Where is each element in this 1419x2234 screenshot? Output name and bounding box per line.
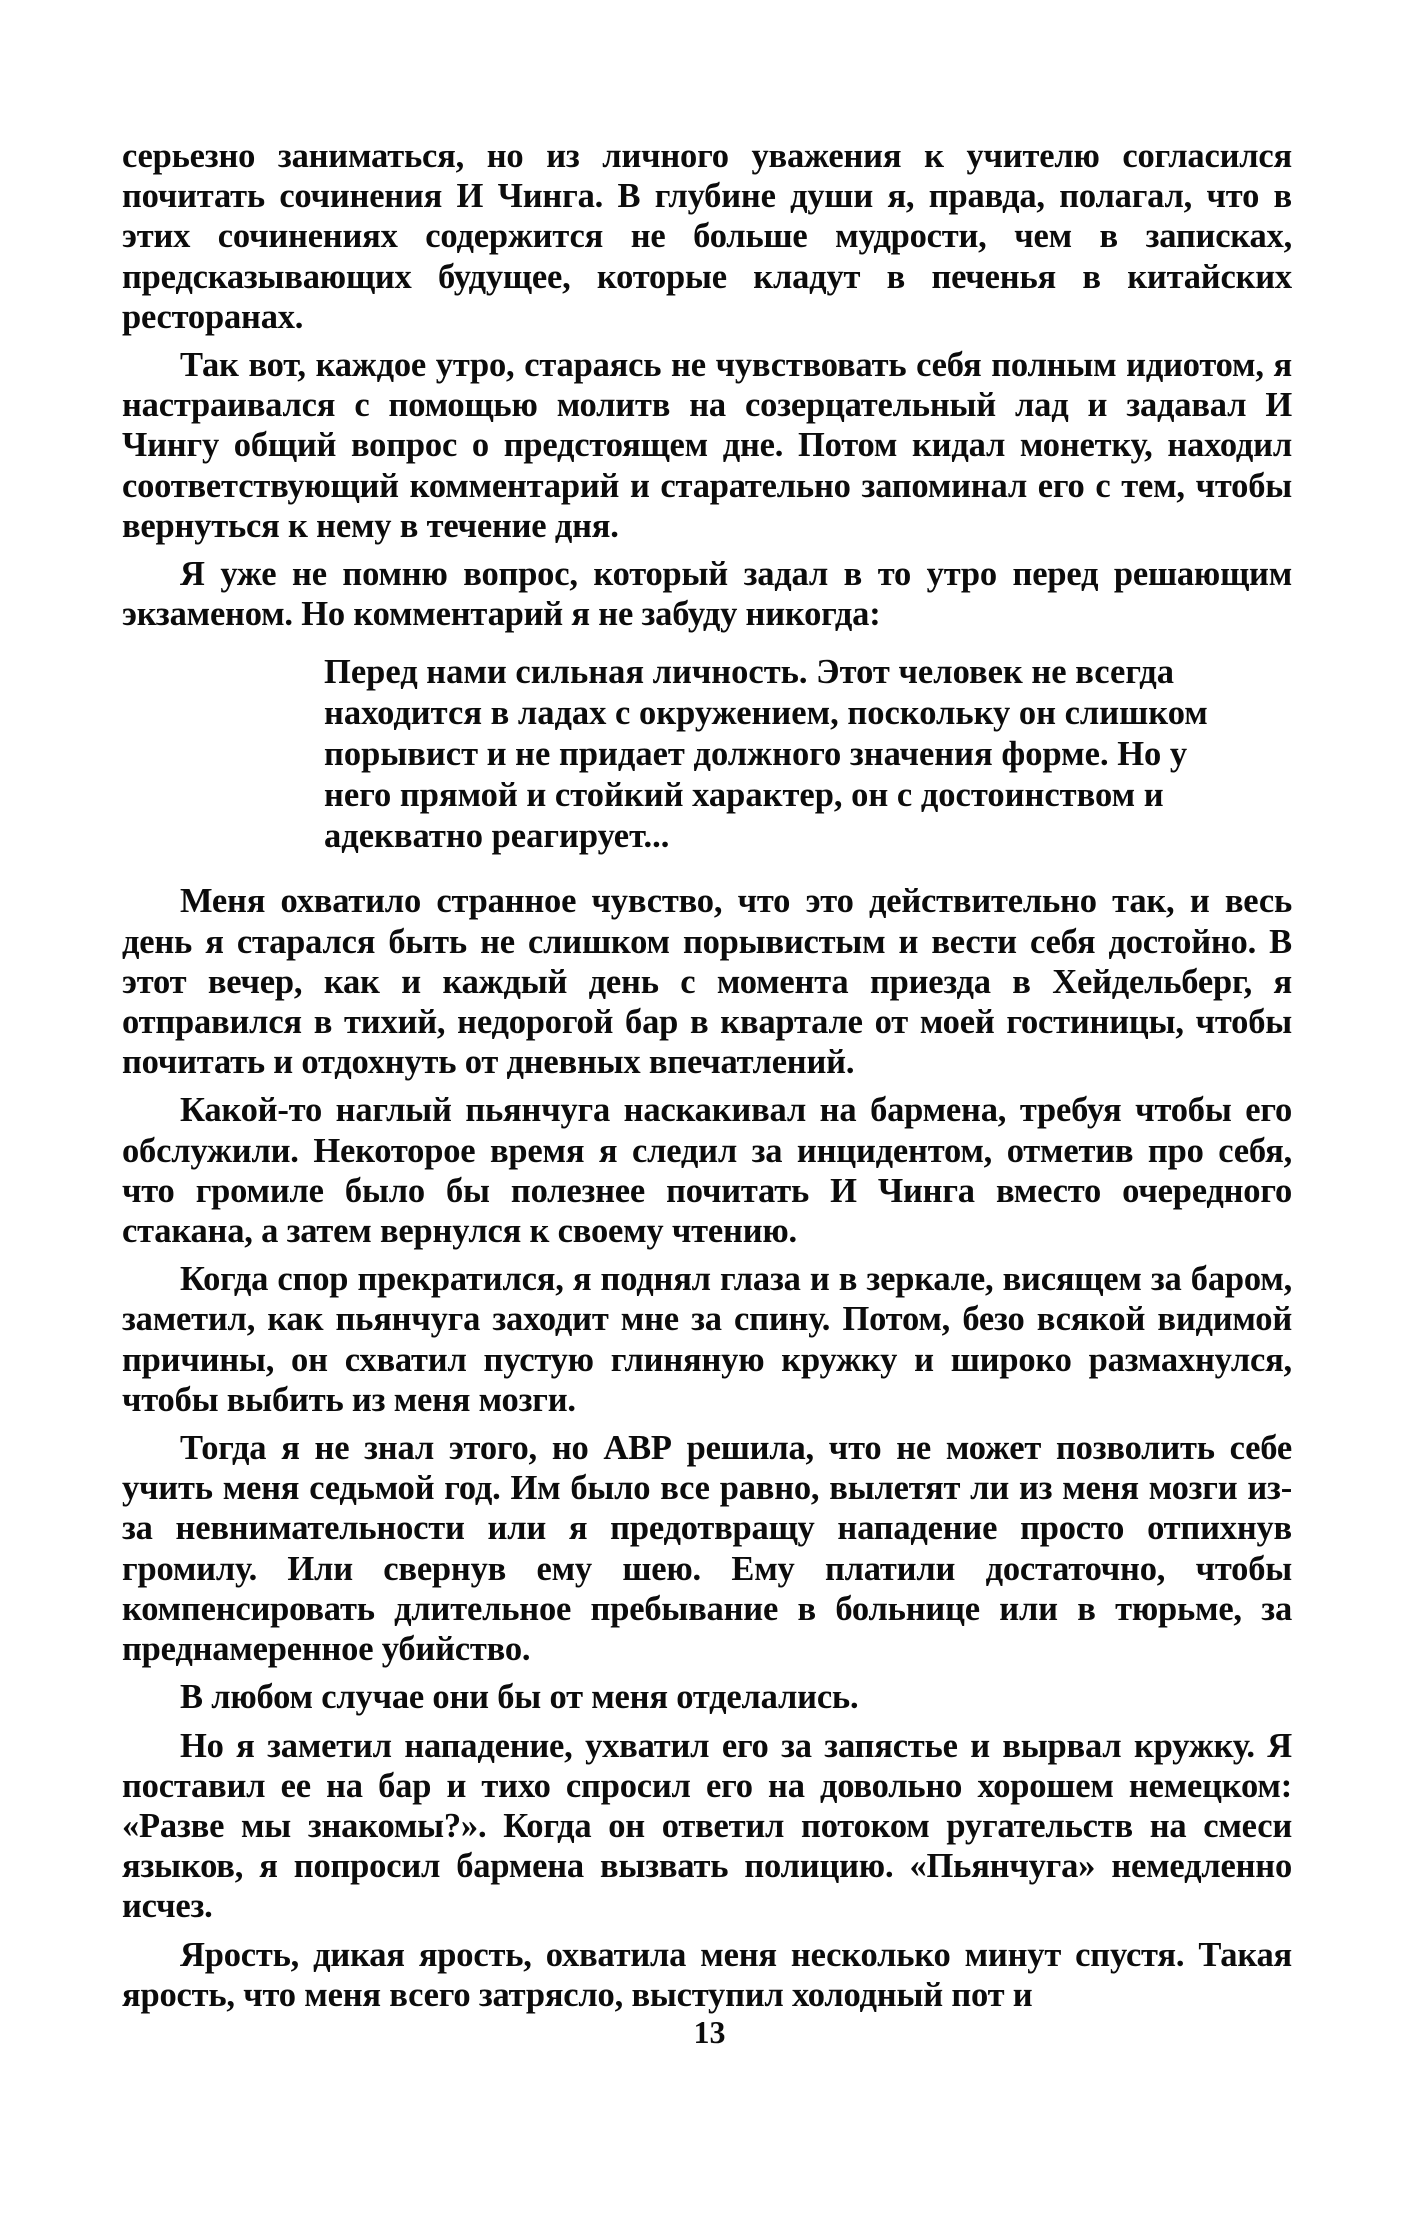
paragraph-5: Какой-то наглый пьянчуга наскакивал на бармена, требуя чтобы его обслужили. Некоторое время я следил за инцидентом, отметив про себя, что громиле было бы полезнее почитать И Чинга вместо очередного стакана, а затем вернулся к своему чтению. [122, 1091, 1292, 1251]
page-body [122, 136, 1292, 2023]
paragraph-1: серьезно заниматься, но из личного уважения к учителю согласился почитать сочинения И Чинга. В глубине души я, правда, полагал, что в этих сочинениях содержится не больше мудрости, чем в записках, предсказывающих будущее, которые кладут в печенья в китайских ресторанах. [122, 137, 1292, 336]
paragraph-8: В любом случае они бы от меня отделались. [180, 1678, 859, 1717]
paragraph-9: Но я заметил нападение, ухватил его за запястье и вырвал кружку. Я поставил ее на бар и тихо спросил его на довольно хорошем немецком: «Разве мы знакомы?». Когда он ответил потоком ругательств на смеси языков, я попросил бармена вызвать полицию. «Пьянчуга» немедленно исчез. [122, 1726, 1292, 1926]
paragraph-10: Ярость, дикая ярость, охватила меня несколько минут спустя. Такая ярость, что меня всего затрясло, выступил холодный пот и [122, 1935, 1292, 2014]
i-ching-quote: Перед нами сильная личность. Этот человек не всегда находится в ладах с окружением, поскольку он слишком порывист и не придает должного значения форме. Но у него прямой и стойкий характер, он с достоинством и адекватно реагирует... [324, 653, 1208, 856]
paragraph-7: Тогда я не знал этого, но АВР решила, что не может позволить себе учить меня седьмой год. Им было все равно, вылетят ли из меня мозги из-за невнимательности или я предотвращу нападение просто отпихнув громилу. Или свернув ему шею. Ему платили достаточно, чтобы компенсировать длительное пребывание в больнице или в тюрьме, за преднамеренное убийство. [122, 1429, 1292, 1669]
page-number: 13 [693, 2014, 726, 2050]
paragraph-3: Я уже не помню вопрос, который задал в то утро перед решающим экзаменом. Но комментарий я не забуду никогда: [122, 555, 1292, 634]
paragraph-6: Когда спор прекратился, я поднял глаза и в зеркале, висящем за баром, заметил, как пьянчуга заходит мне за спину. Потом, безо всякой видимой причины, он схватил пустую глиняную кружку и широко размахнулся, чтобы выбить из меня мозги. [122, 1260, 1292, 1419]
paragraph-2: Так вот, каждое утро, стараясь не чувствовать себя полным идиотом, я настраивался с помощью молитв на созерцательный лад и задавал И Чингу общий вопрос о предстоящем дне. Потом кидал монетку, находил соответствующий комментарий и старательно запоминал его с тем, чтобы вернуться к нему в течение дня. [122, 346, 1292, 545]
paragraph-4: Меня охватило странное чувство, что это действительно так, и весь день я старался быть не слишком порывистым и вести себя достойно. В этот вечер, как и каждый день с момента приезда в Хейдельберг, я отправился в тихий, недорогой бар в квартале от моей гостиницы, чтобы почитать и отдохнуть от дневных впечатлений. [122, 882, 1292, 1082]
